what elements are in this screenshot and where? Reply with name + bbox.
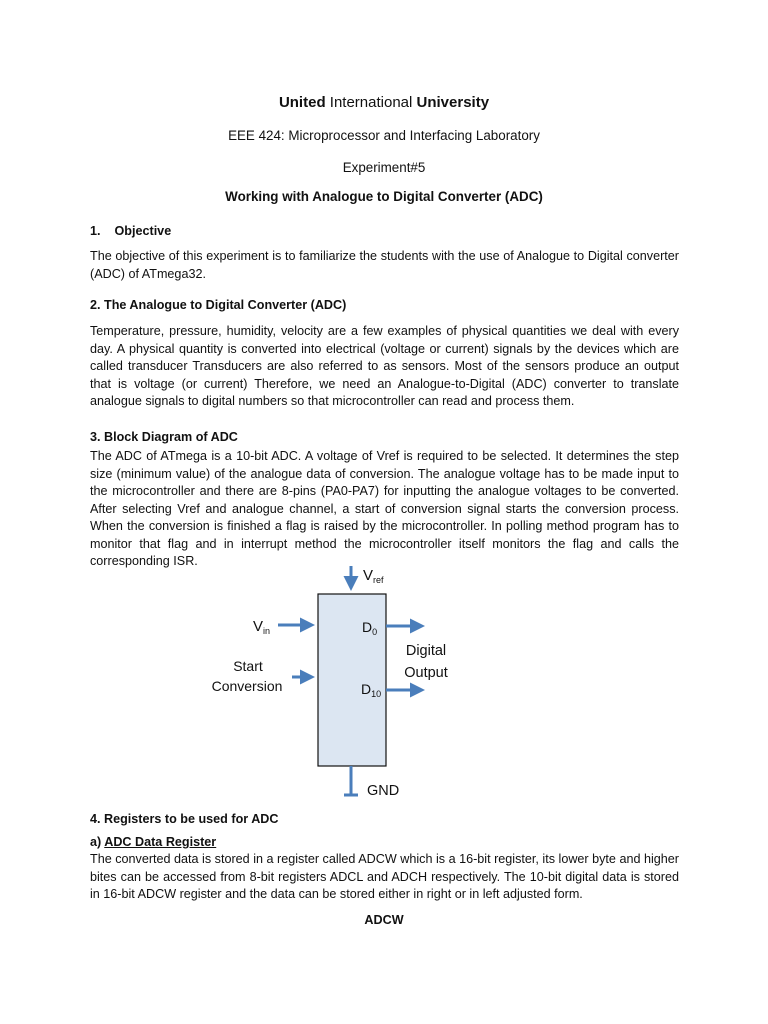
experiment-subtitle: Working with Analogue to Digital Converter (ADC) xyxy=(225,189,543,204)
title-united: United xyxy=(278,94,326,111)
vref-main: V xyxy=(363,567,374,584)
objective-text: The objective of this experiment is to familiarize the students with the use of Analogue to Digital converter (ADC) of ATmega32. xyxy=(90,249,679,281)
subsection-prefix: a) xyxy=(90,835,105,849)
vin-label xyxy=(253,618,270,636)
vin-sub: in xyxy=(263,626,271,636)
start-label: Start xyxy=(233,658,263,674)
output-label: Output xyxy=(404,665,448,681)
d0-main: D xyxy=(362,619,373,635)
digital-label: Digital xyxy=(405,643,447,659)
section-heading-registers: 4. Registers to be used for ADC xyxy=(90,812,279,826)
course-title: EEE 424: Microprocessor and Interfacing Laboratory xyxy=(228,128,540,143)
section-heading-adc: 2. The Analogue to Digital Converter (ADC) xyxy=(90,298,347,312)
adc-data-register-text: The converted data is stored in a register called ADCW which is a 16-bit register, its lower byte and higher bites can be accessed from 8-bit registers ADCL and ADCH respectively. The 10-bit digital data is stored in 16-bit ADCW register and the data can be stored either in right or in left adjusted form. xyxy=(90,852,679,901)
gnd-label: GND xyxy=(367,783,400,799)
experiment-number: Experiment#5 xyxy=(342,160,426,175)
vin-main: V xyxy=(253,618,264,635)
title-international: International xyxy=(329,94,413,111)
conversion-label: Conversion xyxy=(211,678,283,694)
subsection-title: ADC Data Register xyxy=(104,835,217,849)
adc-box xyxy=(318,594,386,766)
block-diagram-text: The ADC of ATmega is a 10-bit ADC. A voltage of Vref is required to be selected. It determines the step size (minimum value) of the analogue data of conversion. The analogue voltage has to be made input to the microcontroller and there are 8-pins (PA0-PA7) for inputting the analogue voltages to be converted. After selecting Vref and analogue channel, a start of conversion signal starts the conversion process. When the conversion is finished a flag is raised by the microcontroller. In polling method program has to monitor that flag and in interrupt method the microcontroller itself monitors the flag and calls the corresponding ISR. xyxy=(90,449,679,568)
subsection-heading-adc-data-register xyxy=(90,835,680,849)
adcw-caption: ADCW xyxy=(364,913,404,927)
title-university: University xyxy=(416,94,490,111)
vref-sub: ref xyxy=(373,575,384,585)
d10-sub: 10 xyxy=(371,689,382,699)
section-heading-objective: 1. Objective xyxy=(90,224,172,238)
d0-sub: 0 xyxy=(372,627,378,637)
adc-text: Temperature, pressure, humidity, velocity are a few examples of physical quantities we deal with every day. A physical quantity is converted into electrical (voltage or current) signals by the devices which are called transducer Transducers are also referred to as sensors. Most of the sensors produce an output that is voltage (or current) Therefore, we need an Analogue-to-Digital (ADC) converter to translate analogue signals to digital numbers so that microcontroller can read and process them. xyxy=(90,324,679,408)
section-heading-block-diagram: 3. Block Diagram of ADC xyxy=(90,430,238,444)
vref-label xyxy=(363,567,384,585)
d10-main: D xyxy=(361,681,372,697)
